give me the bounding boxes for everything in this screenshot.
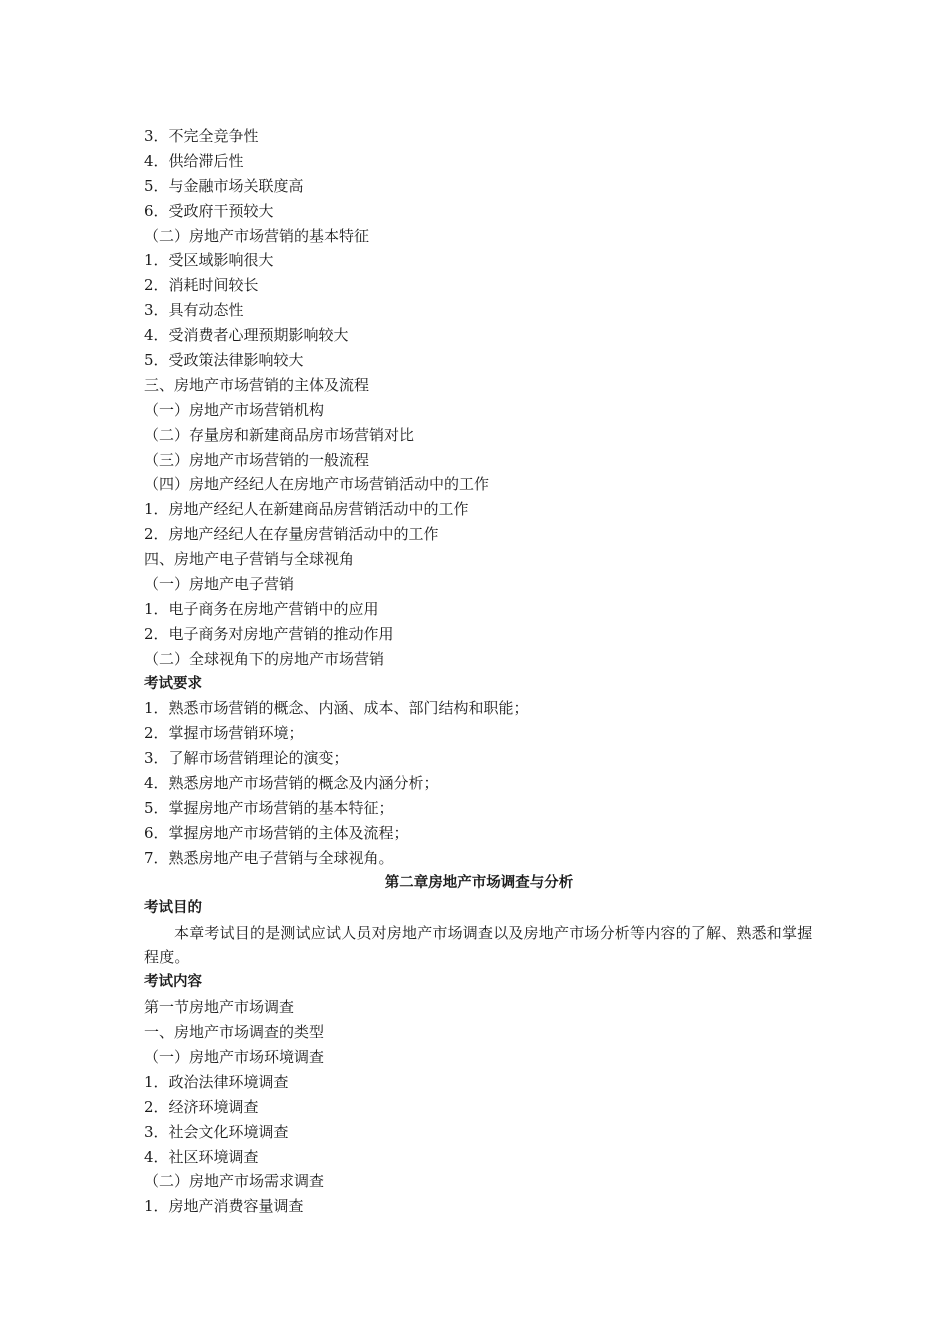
outline-line: 3．社会文化环境调查: [144, 1122, 289, 1141]
outline-line: （二）全球视角下的房地产市场营销: [144, 649, 385, 668]
requirement-item: 4．熟悉房地产市场营销的概念及内涵分析；: [144, 774, 439, 793]
outline-line: 5．与金融市场关联度高: [144, 176, 304, 195]
exam-purpose-heading: 考试目的: [144, 899, 202, 916]
outline-line: 三、房地产市场营销的主体及流程: [144, 375, 370, 394]
outline-line: （二）房地产市场需求调查: [144, 1172, 325, 1191]
requirement-item: 7．熟悉房地产电子营销与全球视角。: [144, 848, 394, 867]
outline-line: 6．受政府干预较大: [144, 201, 274, 220]
chapter-title: 第二章房地产市场调查与分析: [384, 874, 574, 891]
outline-line: 1．政治法律环境调查: [144, 1072, 289, 1091]
outline-line: 2．电子商务对房地产营销的推动作用: [144, 624, 394, 643]
requirement-item: 2．掌握市场营销环境；: [144, 724, 304, 743]
outline-line: 2．经济环境调查: [144, 1097, 259, 1116]
outline-line: （一）房地产市场环境调查: [144, 1047, 325, 1066]
outline-line: （二）房地产市场营销的基本特征: [144, 226, 370, 245]
outline-line: （一）房地产市场营销机构: [144, 400, 325, 419]
outline-line: 1．房地产经纪人在新建商品房营销活动中的工作: [144, 500, 469, 519]
exam-purpose-paragraph: 本章考试目的是测试应试人员对房地产市场调查以及房地产市场分析等内容的了解、熟悉和掌握程度。: [144, 923, 813, 967]
outline-line: 1．受区域影响很大: [144, 251, 274, 270]
outline-section-a: [144, 124, 814, 672]
exam-content-heading: 考试内容: [144, 974, 202, 991]
outline-line: （二）存量房和新建商品房市场营销对比: [144, 425, 415, 444]
requirement-item: 5．掌握房地产市场营销的基本特征；: [144, 799, 394, 818]
document-body: [144, 124, 814, 1219]
outline-line: （三）房地产市场营销的一般流程: [144, 450, 370, 469]
outline-line: 3．具有动态性: [144, 301, 244, 320]
outline-line: 5．受政策法律影响较大: [144, 351, 304, 370]
outline-line: 2．消耗时间较长: [144, 276, 259, 295]
requirement-item: 6．掌握房地产市场营销的主体及流程；: [144, 823, 409, 842]
outline-line: 4．受消费者心理预期影响较大: [144, 326, 349, 345]
requirement-item: 3．了解市场营销理论的演变；: [144, 749, 349, 768]
requirement-item: 1．熟悉市场营销的概念、内涵、成本、部门结构和职能；: [144, 699, 529, 718]
outline-section-b: [144, 995, 814, 1219]
outline-line: 4．社区环境调查: [144, 1147, 259, 1166]
outline-line: 一、房地产市场调查的类型: [144, 1023, 325, 1042]
outline-line: 3．不完全竞争性: [144, 127, 259, 145]
outline-line: 2．房地产经纪人在存量房营销活动中的工作: [144, 525, 439, 544]
outline-line: 1．电子商务在房地产营销中的应用: [144, 599, 379, 618]
outline-line: 1．房地产消费容量调查: [144, 1197, 304, 1216]
outline-line: （一）房地产电子营销: [144, 575, 295, 594]
exam-requirements-heading: 考试要求: [144, 675, 202, 692]
outline-line: 第一节房地产市场调查: [144, 998, 295, 1017]
outline-line: 四、房地产电子营销与全球视角: [144, 550, 355, 569]
outline-line: 4．供给滞后性: [144, 151, 244, 170]
exam-requirements-list: [144, 696, 814, 870]
outline-line: （四）房地产经纪人在房地产市场营销活动中的工作: [144, 475, 490, 494]
